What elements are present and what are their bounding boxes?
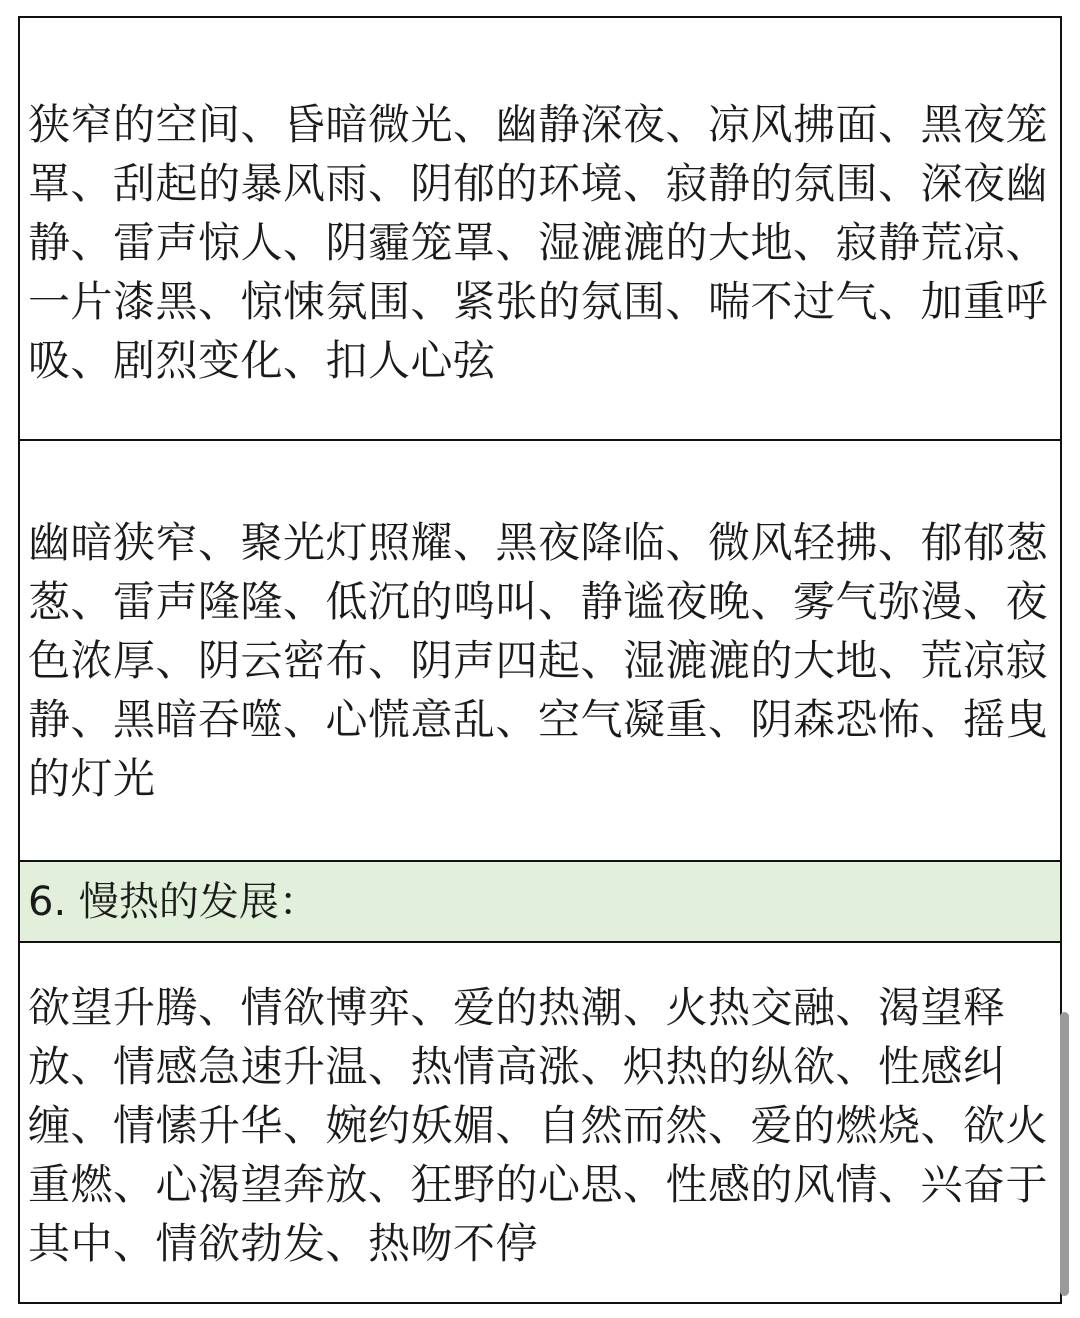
section-heading: 6. 慢热的发展： [28, 879, 319, 925]
cell-text: 狭窄的空间、昏暗微光、幽静深夜、凉风拂面、黑夜笼罩、刮起的暴风雨、阴郁的环境、寂静的氛围、深夜幽静、雷声惊人、阴霾笼罩、湿漉漉的大地、寂静荒凉、一片漆黑、惊悚氛围、紧张的氛围、喘不过气、加重呼吸、剧烈变化、扣人心弦 [28, 100, 1049, 385]
table-row [20, 18, 1060, 441]
cell-text: 幽暗狭窄、聚光灯照耀、黑夜降临、微风轻拂、郁郁葱葱、雷声隆隆、低沉的鸣叫、静谧夜晚、雾气弥漫、夜色浓厚、阴云密布、阴声四起、湿漉漉的大地、荒凉寂静、黑暗吞噬、心慌意乱、空气凝重、阴森恐怖、摇曳的灯光 [28, 518, 1049, 803]
vertical-scrollbar[interactable] [1060, 1012, 1069, 1296]
vocabulary-table [18, 16, 1062, 1304]
table-row [20, 441, 1060, 862]
section-heading-row [20, 862, 1060, 943]
table-row [20, 943, 1060, 1302]
cell-text: 欲望升腾、情欲博弈、爱的热潮、火热交融、渴望释放、情感急速升温、热情高涨、炽热的纵欲、性感纠缠、情愫升华、婉约妖媚、自然而然、爱的燃烧、欲火重燃、心渴望奔放、狂野的心思、性感的风情、兴奋于其中、情欲勃发、热吻不停 [28, 983, 1049, 1268]
